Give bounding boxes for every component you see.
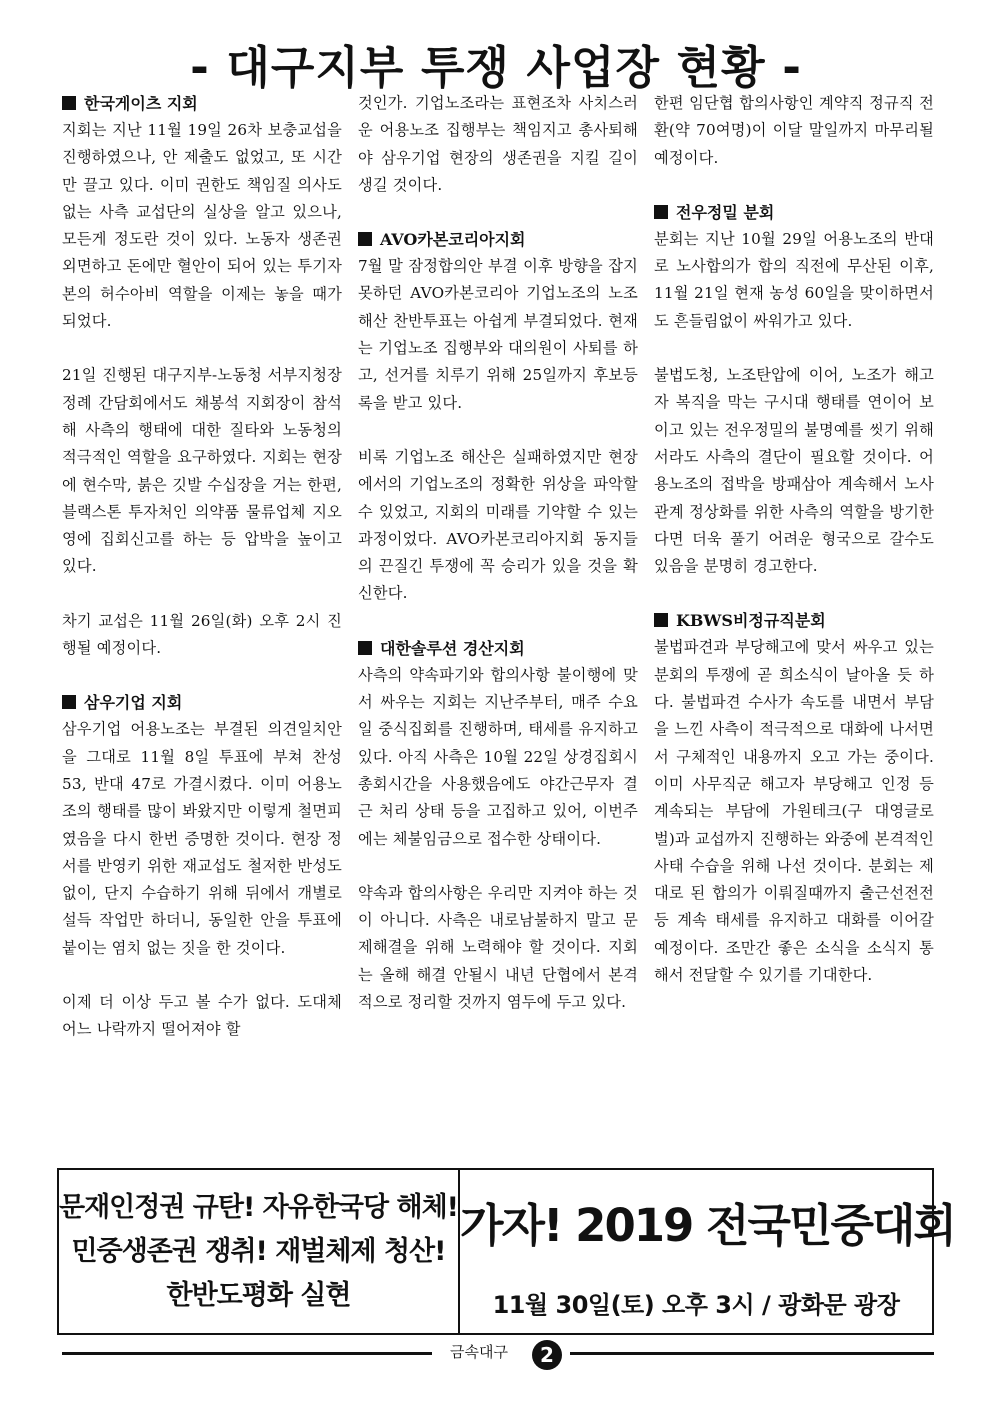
footer-rule-left bbox=[62, 1352, 432, 1355]
paragraph: 사측의 약속파기와 합의사항 불이행에 맞서 싸우는 지회는 지난주부터, 매주 수요일 중식집회를 진행하며, 태세를 유지하고 있다. 아직 사측은 10월 22일 상경집회시 총회시간을 사용했음에도 야간근무자 결근 처리 상태 등을 고집하고 있어, 이번주에는 체불임금으로 접수한 상태이다. bbox=[358, 665, 638, 848]
square-bullet-icon bbox=[654, 613, 668, 627]
square-bullet-icon bbox=[62, 96, 76, 110]
section-kbws bbox=[654, 607, 934, 989]
paragraph: 7월 말 잠정합의안 부결 이후 방향을 잡지 못하던 AVO카본코리아 기업노조의 노조 해산 찬반투표는 아쉽게 부결되었다. 현재는 기업노조 집행부와 대의원이 사퇴를 하고, 선거를 치루기 위해 25일까지 후보등록을 받고 있다. bbox=[358, 257, 638, 412]
section-heading: 전우정밀 분회 bbox=[654, 199, 934, 226]
slogan-line: 민중생존권 쟁취! 재벌체제 청산! bbox=[71, 1235, 446, 1267]
paragraph: 불법도청, 노조탄압에 이어, 노조가 해고자 복직을 막는 구시대 행태를 연이어 보이고 있는 전우정밀의 불명예를 씻기 위해서라도 사측의 결단이 필요할 것이다. 어용노조의 접박을 방패삼아 계속해서 노사관계 정상화를 위한 사측의 역할을 방기한다면 더욱 풀기 어려운 형국으로 갈수도 있음을 분명히 경고한다. bbox=[654, 366, 934, 576]
paragraph: 분회는 지난 10월 29일 어용노조의 반대로 노사합의가 합의 직전에 무산된 이후, 11월 21일 현재 농성 60일을 맞이하면서도 흔들림없이 싸워가고 있다. bbox=[654, 229, 934, 330]
section-daehan-continued bbox=[654, 90, 934, 172]
section-jeonwoo bbox=[654, 199, 934, 581]
section-daehan-solution bbox=[358, 635, 638, 1017]
section-hankook-gates bbox=[62, 90, 342, 662]
paragraph: 약속과 합의사항은 우리만 지켜야 하는 것이 아니다. 사측은 내로남불하지 말고 문제해결을 위해 노력해야 할 것이다. 지회는 올해 해결 안될시 내년 단협에서 본격적으로 정리할 것까지 염두에 두고 있다. bbox=[358, 883, 638, 1012]
rally-title: 가자! 2019 전국민중대회 bbox=[460, 1199, 955, 1252]
slogan-line: 한반도평화 실현 bbox=[166, 1279, 351, 1311]
paragraph: 이제 더 이상 두고 볼 수가 없다. 도대체 어느 나락까지 떨어져야 할 bbox=[62, 993, 342, 1039]
page-number: 2 bbox=[532, 1340, 562, 1370]
column-2 bbox=[358, 90, 638, 1170]
page-title: - 대구지부 투쟁 사업장 현황 - bbox=[190, 41, 802, 94]
rally-date-place: 11월 30일(토) 오후 3시 / 광화문 광장 bbox=[492, 1291, 900, 1319]
paragraph: 것인가. 기업노조라는 표현조차 사치스러운 어용노조 집행부는 책임지고 총사퇴해야 삼우기업 현장의 생존권을 지킬 길이 생길 것이다. bbox=[358, 94, 638, 194]
column-1 bbox=[62, 90, 342, 1170]
paragraph: 지회는 지난 11월 19일 26차 보충교섭을 진행하였으나, 안 제출도 없었고, 또 시간만 끌고 있다. 이미 권한도 책임질 의사도 없는 사측 교섭단의 실상을 알고 있으나, 모든게 정도란 것이 있다. 노동자 생존권 외면하고 돈에만 혈안이 되어 있는 투기자본의 허수아비 역할을 이제는 놓을 때가 되었다. bbox=[62, 121, 342, 331]
square-bullet-icon bbox=[358, 641, 372, 655]
square-bullet-icon bbox=[654, 205, 668, 219]
rally-banner bbox=[57, 1168, 955, 1335]
article-columns bbox=[62, 90, 934, 1170]
section-heading: 한국게이츠 지회 bbox=[62, 90, 342, 117]
paragraph: 삼우기업 어용노조는 부결된 의견일치안을 그대로 11월 8일 투표에 부쳐 찬성 53, 반대 47로 가결시켰다. 이미 어용노조의 행태를 많이 봐왔지만 이렇게 철면피였음을 다시 한번 증명한 것이다. 현장 정서를 반영키 위한 재교섭도 철저한 반성도 없이, 단지 수습하기 위해 뒤에서 개별로 설득 작업만 하더니, 동일한 안을 투표에 붙이는 염치 없는 짓을 한 것이다. bbox=[62, 720, 342, 957]
slogan-line: 문재인정권 규탄! 자유한국당 해체! bbox=[59, 1191, 458, 1223]
section-samwoo bbox=[62, 689, 342, 1043]
column-3 bbox=[654, 90, 934, 1170]
section-heading: KBWS비정규직분회 bbox=[654, 607, 934, 634]
section-heading: 대한솔루션 경산지회 bbox=[358, 635, 638, 662]
section-heading: AVO카본코리아지회 bbox=[358, 226, 638, 253]
paragraph: 비록 기업노조 해산은 실패하였지만 현장에서의 기업노조의 정확한 위상을 파악할 수 있었고, 지회의 미래를 기약할 수 있는 과정이었다. AVO카본코리아지회 동지들의 끈질긴 투쟁에 꼭 승리가 있을 것을 확신한다. bbox=[358, 447, 638, 603]
paragraph: 21일 진행된 대구지부-노동청 서부지청장 정례 간담회에서도 채봉석 지회장이 참석해 사측의 행태에 대한 질타와 노동청의 적극적인 역할을 요구하였다. 지회는 현장에 현수막, 붉은 깃발 수십장을 거는 한편, 블랙스톤 투자처인 의약품 물류업체 지오영에 집회신고를 하는 등 압박을 높이고 있다. bbox=[62, 366, 342, 576]
square-bullet-icon bbox=[358, 232, 372, 246]
page-footer bbox=[62, 1340, 934, 1374]
section-samwoo-continued bbox=[358, 90, 638, 199]
publication-name: 금속대구 bbox=[450, 1343, 508, 1361]
paragraph: 한편 임단협 합의사항인 계약직 정규직 전환(약 70여명)이 이달 말일까지 마무리될 예정이다. bbox=[654, 94, 934, 167]
slogan-panel bbox=[59, 1170, 460, 1333]
section-avo-carbon bbox=[358, 226, 638, 608]
footer-rule-right bbox=[570, 1352, 934, 1355]
square-bullet-icon bbox=[62, 695, 76, 709]
section-heading: 삼우기업 지회 bbox=[62, 689, 342, 716]
paragraph: 차기 교섭은 11월 26일(화) 오후 2시 진행될 예정이다. bbox=[62, 611, 342, 658]
rally-panel bbox=[460, 1170, 955, 1333]
paragraph: 불법파견과 부당해고에 맞서 싸우고 있는 분회의 투쟁에 곧 희소식이 날아올 듯 하다. 불법파견 수사가 속도를 내면서 부담을 느낀 사측이 적극적으로 대화에 나서면서 구체적인 내용까지 오고 가는 중이다. 이미 사무직군 해고자 부당해고 인정 등 계속되는 부담에 가원테크(구 대영글로벌)과 교섭까지 진행하는 와중에 본격적인 사태 수습을 위해 나선 것이다. 분회는 제대로 된 합의가 이뤄질때까지 출근선전전 등 계속 태세를 유지하고 대화를 이어갈 예정이다. 조만간 좋은 소식을 소식지 통해서 전달할 수 있기를 기대한다. bbox=[654, 638, 934, 985]
